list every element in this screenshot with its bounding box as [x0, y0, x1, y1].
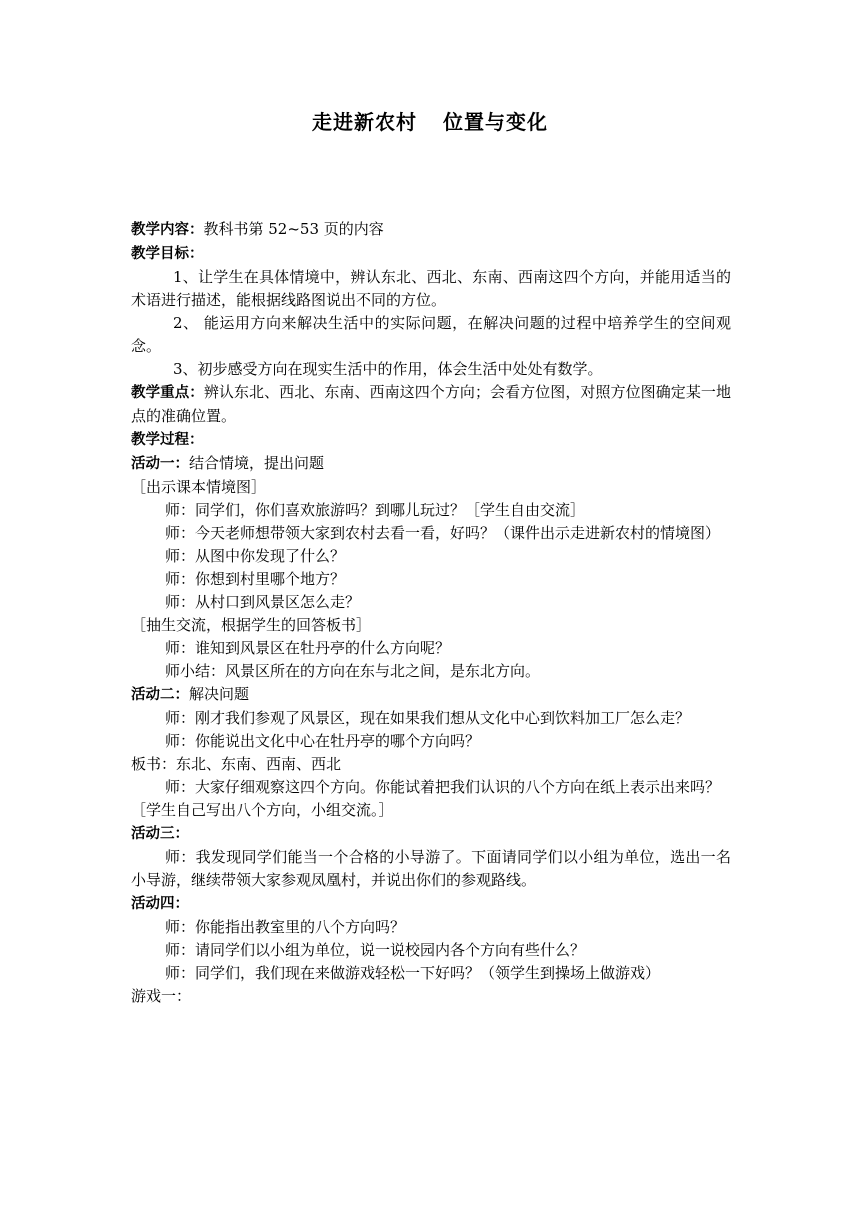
goal-item-2: 2、 能运用方向来解决生活中的实际问题，在解决问题的过程中培养学生的空间观念。	[131, 314, 731, 355]
goal-item-1: 1、让学生在具体情境中，辨认东北、西北、东南、西南这四个方向，并能用适当的术语进行描述，能根据线路图说出不同的方位。	[131, 268, 731, 309]
goal-item-3: 3、初步感受方向在现实生活中的作用，体会生活中处处有数学。	[173, 360, 603, 378]
activity2-label: 活动二：	[131, 687, 189, 703]
activity2-line: 师：大家仔细观察这四个方向。你能试着把我们认识的八个方向在纸上表示出来吗？	[165, 778, 721, 796]
activity1-line: 师小结：风景区所在的方向在东与北之间，是东北方向。	[165, 662, 541, 680]
activity4-line: 师：同学们，我们现在来做游戏轻松一下好吗？（领学生到操场上做游戏）	[165, 964, 661, 982]
process-label: 教学过程：	[131, 432, 204, 448]
activity4-label: 活动四：	[131, 896, 189, 912]
activity2-heading	[131, 683, 731, 707]
title-part-1: 走进新农村	[312, 110, 417, 134]
activity2-title: 解决问题	[189, 685, 250, 703]
activity4-line: 师：请同学们以小组为单位，说一说校园内各个方向有些什么？	[165, 941, 586, 959]
activity1-line: 师：同学们，你们喜欢旅游吗？到哪儿玩过？［学生自由交流］	[165, 501, 586, 519]
document-body	[131, 218, 731, 1008]
activity4-heading	[131, 892, 731, 916]
activity1-line: 师：今天老师想带领大家到农村去看一看，好吗？（课件出示走进新农村的情境图）	[165, 524, 721, 542]
goals-label: 教学目标：	[131, 246, 204, 262]
goals-heading	[131, 242, 731, 266]
activity1-line: 师：你想到村里哪个地方？	[165, 570, 346, 588]
activity1-line: ［抽生交流，根据学生的回答板书］	[131, 616, 372, 634]
activity3-line: 师：我发现同学们能当一个合格的小导游了。下面请同学们以小组为单位，选出一名小导游，继续带领大家参观凤凰村，并说出你们的参观路线。	[131, 848, 731, 889]
activity2-line: 师：你能说出文化中心在牡丹亭的哪个方向吗？	[165, 732, 481, 750]
document-title	[0, 106, 860, 135]
activity2-line: 师：刚才我们参观了风景区，现在如果我们想从文化中心到饮料加工厂怎么走？	[165, 709, 691, 727]
activity1-line: ［出示课本情境图］	[131, 478, 267, 496]
activity3-heading	[131, 822, 731, 846]
activity1-label: 活动一：	[131, 456, 189, 472]
keypoint-text: 辨认东北、西北、东南、西南这四个方向；会看方位图，对照方位图确定某一地点的准确位置。	[131, 383, 731, 425]
content-text: 教科书第 52~53 页的内容	[203, 220, 384, 238]
activity1-line: 师：从村口到风景区怎么走？	[165, 593, 361, 611]
activity1-line: 师：从图中你发现了什么？	[165, 547, 346, 565]
content-label: 教学内容：	[131, 222, 204, 238]
activity1-line: 师：谁知到风景区在牡丹亭的什么方向呢？	[165, 639, 451, 657]
activity1-heading	[131, 452, 731, 476]
activity2-line: ［学生自己写出八个方向，小组交流。］	[131, 801, 394, 819]
activity1-title: 结合情境，提出问题	[189, 454, 325, 472]
activity2-line: 板书：东北、东南、西南、西北	[131, 755, 342, 773]
activity3-label: 活动三：	[131, 826, 189, 842]
process-heading	[131, 428, 731, 452]
activity4-line: 游戏一：	[131, 987, 192, 1005]
title-part-2: 位置与变化	[443, 110, 548, 134]
keypoint-line	[131, 381, 731, 428]
activity4-line: 师：你能指出教室里的八个方向吗？	[165, 918, 406, 936]
keypoint-label: 教学重点：	[131, 385, 204, 401]
content-line	[131, 218, 731, 242]
